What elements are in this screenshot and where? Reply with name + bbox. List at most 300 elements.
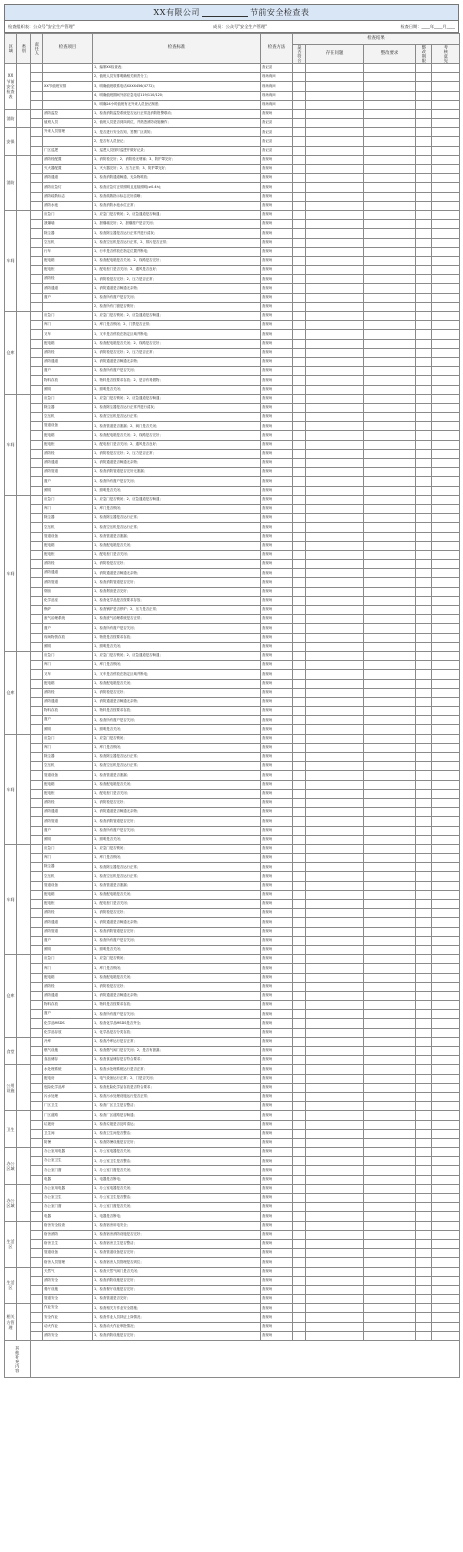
owner-cell[interactable]: [31, 697, 43, 706]
note-cell[interactable]: [432, 624, 460, 633]
note-cell[interactable]: [432, 1276, 460, 1285]
ok-cell[interactable]: [293, 945, 306, 954]
owner-cell[interactable]: [31, 817, 43, 826]
owner-cell[interactable]: [31, 183, 43, 192]
ok-cell[interactable]: [293, 1258, 306, 1267]
rectify-cell[interactable]: [364, 275, 416, 284]
ok-cell[interactable]: [293, 670, 306, 679]
deadline-cell[interactable]: [416, 275, 432, 284]
issue-cell[interactable]: [306, 312, 364, 321]
ok-cell[interactable]: [293, 523, 306, 532]
rectify-cell[interactable]: [364, 982, 416, 991]
owner-cell[interactable]: [31, 661, 43, 670]
issue-cell[interactable]: [306, 679, 364, 688]
rectify-cell[interactable]: [364, 256, 416, 265]
note-cell[interactable]: [432, 1258, 460, 1267]
note-cell[interactable]: [432, 1001, 460, 1010]
note-cell[interactable]: [432, 661, 460, 670]
rectify-cell[interactable]: [364, 1056, 416, 1065]
rectify-cell[interactable]: [364, 128, 416, 137]
note-cell[interactable]: [432, 1056, 460, 1065]
deadline-cell[interactable]: [416, 440, 432, 449]
rectify-cell[interactable]: [364, 1111, 416, 1120]
owner-cell[interactable]: [31, 100, 43, 109]
rectify-cell[interactable]: [364, 1212, 416, 1221]
owner-cell[interactable]: [31, 1083, 43, 1092]
ok-cell[interactable]: [293, 789, 306, 798]
deadline-cell[interactable]: [416, 569, 432, 578]
deadline-cell[interactable]: [416, 927, 432, 936]
deadline-cell[interactable]: [416, 1212, 432, 1221]
issue-cell[interactable]: [306, 1157, 364, 1166]
ok-cell[interactable]: [293, 1249, 306, 1258]
owner-cell[interactable]: [31, 1056, 43, 1065]
owner-cell[interactable]: [31, 266, 43, 275]
deadline-cell[interactable]: [416, 339, 432, 348]
deadline-cell[interactable]: [416, 1047, 432, 1056]
issue-cell[interactable]: [306, 1194, 364, 1203]
deadline-cell[interactable]: [416, 918, 432, 927]
owner-cell[interactable]: [31, 615, 43, 624]
rectify-cell[interactable]: [364, 73, 416, 82]
ok-cell[interactable]: [293, 1175, 306, 1184]
ok-cell[interactable]: [293, 210, 306, 219]
deadline-cell[interactable]: [416, 165, 432, 174]
rectify-cell[interactable]: [364, 367, 416, 376]
rectify-cell[interactable]: [364, 651, 416, 660]
deadline-cell[interactable]: [416, 642, 432, 651]
issue-cell[interactable]: [306, 1083, 364, 1092]
rectify-cell[interactable]: [364, 808, 416, 817]
note-cell[interactable]: [432, 220, 460, 229]
ok-cell[interactable]: [293, 1157, 306, 1166]
issue-cell[interactable]: [306, 275, 364, 284]
note-cell[interactable]: [432, 844, 460, 853]
deadline-cell[interactable]: [416, 771, 432, 780]
owner-cell[interactable]: [31, 743, 43, 752]
note-cell[interactable]: [432, 688, 460, 697]
issue-cell[interactable]: [306, 146, 364, 155]
ok-cell[interactable]: [293, 63, 306, 72]
rectify-cell[interactable]: [364, 1037, 416, 1046]
issue-cell[interactable]: [306, 1267, 364, 1276]
deadline-cell[interactable]: [416, 1175, 432, 1184]
deadline-cell[interactable]: [416, 137, 432, 146]
deadline-cell[interactable]: [416, 1083, 432, 1092]
ok-cell[interactable]: [293, 578, 306, 587]
note-cell[interactable]: [432, 743, 460, 752]
issue-cell[interactable]: [306, 229, 364, 238]
issue-cell[interactable]: [306, 1258, 364, 1267]
rectify-cell[interactable]: [364, 357, 416, 366]
ok-cell[interactable]: [293, 1239, 306, 1248]
issue-cell[interactable]: [306, 394, 364, 403]
note-cell[interactable]: [432, 293, 460, 302]
note-cell[interactable]: [432, 486, 460, 495]
deadline-cell[interactable]: [416, 780, 432, 789]
rectify-cell[interactable]: [364, 63, 416, 72]
note-cell[interactable]: [432, 679, 460, 688]
issue-cell[interactable]: [306, 413, 364, 422]
deadline-cell[interactable]: [416, 91, 432, 100]
owner-cell[interactable]: [31, 339, 43, 348]
issue-cell[interactable]: [306, 826, 364, 835]
ok-cell[interactable]: [293, 165, 306, 174]
note-cell[interactable]: [432, 991, 460, 1000]
deadline-cell[interactable]: [416, 1037, 432, 1046]
owner-cell[interactable]: [31, 1175, 43, 1184]
deadline-cell[interactable]: [416, 1295, 432, 1304]
issue-cell[interactable]: [306, 201, 364, 210]
deadline-cell[interactable]: [416, 909, 432, 918]
owner-cell[interactable]: [31, 91, 43, 100]
note-cell[interactable]: [432, 477, 460, 486]
note-cell[interactable]: [432, 890, 460, 899]
deadline-cell[interactable]: [416, 991, 432, 1000]
rectify-cell[interactable]: [364, 293, 416, 302]
owner-cell[interactable]: [31, 376, 43, 385]
note-cell[interactable]: [432, 1331, 460, 1340]
issue-cell[interactable]: [306, 973, 364, 982]
owner-cell[interactable]: [31, 890, 43, 899]
owner-cell[interactable]: [31, 165, 43, 174]
issue-cell[interactable]: [306, 633, 364, 642]
owner-cell[interactable]: [31, 155, 43, 164]
owner-cell[interactable]: [31, 468, 43, 477]
ok-cell[interactable]: [293, 1304, 306, 1313]
note-cell[interactable]: [432, 1230, 460, 1239]
issue-cell[interactable]: [306, 459, 364, 468]
issue-cell[interactable]: [306, 606, 364, 615]
issue-cell[interactable]: [306, 578, 364, 587]
ok-cell[interactable]: [293, 890, 306, 899]
rectify-cell[interactable]: [364, 881, 416, 890]
owner-cell[interactable]: [31, 1322, 43, 1331]
ok-cell[interactable]: [293, 881, 306, 890]
deadline-cell[interactable]: [416, 403, 432, 412]
deadline-cell[interactable]: [416, 688, 432, 697]
rectify-cell[interactable]: [364, 1083, 416, 1092]
rectify-cell[interactable]: [364, 183, 416, 192]
ok-cell[interactable]: [293, 615, 306, 624]
ok-cell[interactable]: [293, 1092, 306, 1101]
ok-cell[interactable]: [293, 808, 306, 817]
issue-cell[interactable]: [306, 890, 364, 899]
ok-cell[interactable]: [293, 220, 306, 229]
owner-cell[interactable]: [31, 192, 43, 201]
ok-cell[interactable]: [293, 1267, 306, 1276]
note-cell[interactable]: [432, 459, 460, 468]
ok-cell[interactable]: [293, 256, 306, 265]
issue-cell[interactable]: [306, 569, 364, 578]
note-cell[interactable]: [432, 633, 460, 642]
rectify-cell[interactable]: [364, 844, 416, 853]
issue-cell[interactable]: [306, 266, 364, 275]
deadline-cell[interactable]: [416, 936, 432, 945]
ok-cell[interactable]: [293, 1019, 306, 1028]
issue-cell[interactable]: [306, 872, 364, 881]
deadline-cell[interactable]: [416, 357, 432, 366]
ok-cell[interactable]: [293, 762, 306, 771]
ok-cell[interactable]: [293, 394, 306, 403]
owner-cell[interactable]: [31, 596, 43, 605]
deadline-cell[interactable]: [416, 385, 432, 394]
rectify-cell[interactable]: [364, 1065, 416, 1074]
owner-cell[interactable]: [31, 1184, 43, 1193]
ok-cell[interactable]: [293, 321, 306, 330]
deadline-cell[interactable]: [416, 284, 432, 293]
issue-cell[interactable]: [306, 615, 364, 624]
owner-cell[interactable]: [31, 1028, 43, 1037]
ok-cell[interactable]: [293, 725, 306, 734]
rectify-cell[interactable]: [364, 1276, 416, 1285]
rectify-cell[interactable]: [364, 927, 416, 936]
owner-cell[interactable]: [31, 991, 43, 1000]
owner-cell[interactable]: [31, 1267, 43, 1276]
note-cell[interactable]: [432, 266, 460, 275]
deadline-cell[interactable]: [416, 431, 432, 440]
deadline-cell[interactable]: [416, 1322, 432, 1331]
note-cell[interactable]: [432, 569, 460, 578]
note-cell[interactable]: [432, 900, 460, 909]
owner-cell[interactable]: [31, 1019, 43, 1028]
owner-cell[interactable]: [31, 82, 43, 91]
ok-cell[interactable]: [293, 1102, 306, 1111]
rectify-cell[interactable]: [364, 578, 416, 587]
issue-cell[interactable]: [306, 991, 364, 1000]
rectify-cell[interactable]: [364, 109, 416, 118]
deadline-cell[interactable]: [416, 606, 432, 615]
ok-cell[interactable]: [293, 459, 306, 468]
issue-cell[interactable]: [306, 651, 364, 660]
issue-cell[interactable]: [306, 403, 364, 412]
deadline-cell[interactable]: [416, 321, 432, 330]
issue-cell[interactable]: [306, 1001, 364, 1010]
owner-cell[interactable]: [31, 1074, 43, 1083]
deadline-cell[interactable]: [416, 624, 432, 633]
deadline-cell[interactable]: [416, 376, 432, 385]
owner-cell[interactable]: [31, 716, 43, 725]
deadline-cell[interactable]: [416, 1065, 432, 1074]
issue-cell[interactable]: [306, 596, 364, 605]
issue-cell[interactable]: [306, 955, 364, 964]
note-cell[interactable]: [432, 560, 460, 569]
note-cell[interactable]: [432, 615, 460, 624]
owner-cell[interactable]: [31, 394, 43, 403]
owner-cell[interactable]: [31, 1230, 43, 1239]
rectify-cell[interactable]: [364, 624, 416, 633]
rectify-cell[interactable]: [364, 514, 416, 523]
rectify-cell[interactable]: [364, 872, 416, 881]
issue-cell[interactable]: [306, 165, 364, 174]
deadline-cell[interactable]: [416, 817, 432, 826]
note-cell[interactable]: [432, 725, 460, 734]
deadline-cell[interactable]: [416, 201, 432, 210]
note-cell[interactable]: [432, 146, 460, 155]
issue-cell[interactable]: [306, 1166, 364, 1175]
rectify-cell[interactable]: [364, 321, 416, 330]
issue-cell[interactable]: [306, 808, 364, 817]
rectify-cell[interactable]: [364, 1304, 416, 1313]
ok-cell[interactable]: [293, 155, 306, 164]
ok-cell[interactable]: [293, 339, 306, 348]
rectify-cell[interactable]: [364, 1138, 416, 1147]
rectify-cell[interactable]: [364, 119, 416, 128]
issue-cell[interactable]: [306, 541, 364, 550]
deadline-cell[interactable]: [416, 1102, 432, 1111]
note-cell[interactable]: [432, 440, 460, 449]
owner-cell[interactable]: [31, 872, 43, 881]
rectify-cell[interactable]: [364, 394, 416, 403]
rectify-cell[interactable]: [364, 1184, 416, 1193]
owner-cell[interactable]: [31, 128, 43, 137]
issue-cell[interactable]: [306, 504, 364, 513]
ok-cell[interactable]: [293, 1001, 306, 1010]
deadline-cell[interactable]: [416, 468, 432, 477]
deadline-cell[interactable]: [416, 725, 432, 734]
issue-cell[interactable]: [306, 192, 364, 201]
ok-cell[interactable]: [293, 348, 306, 357]
note-cell[interactable]: [432, 348, 460, 357]
rectify-cell[interactable]: [364, 753, 416, 762]
rectify-cell[interactable]: [364, 642, 416, 651]
deadline-cell[interactable]: [416, 670, 432, 679]
owner-cell[interactable]: [31, 725, 43, 734]
owner-cell[interactable]: [31, 514, 43, 523]
ok-cell[interactable]: [293, 1065, 306, 1074]
issue-cell[interactable]: [306, 293, 364, 302]
ok-cell[interactable]: [293, 275, 306, 284]
issue-cell[interactable]: [306, 514, 364, 523]
owner-cell[interactable]: [31, 1092, 43, 1101]
issue-cell[interactable]: [306, 1129, 364, 1138]
issue-cell[interactable]: [306, 1221, 364, 1230]
issue-cell[interactable]: [306, 1047, 364, 1056]
issue-cell[interactable]: [306, 927, 364, 936]
ok-cell[interactable]: [293, 229, 306, 238]
deadline-cell[interactable]: [416, 1129, 432, 1138]
ok-cell[interactable]: [293, 1120, 306, 1129]
owner-cell[interactable]: [31, 247, 43, 256]
note-cell[interactable]: [432, 550, 460, 559]
owner-cell[interactable]: [31, 587, 43, 596]
rectify-cell[interactable]: [364, 771, 416, 780]
rectify-cell[interactable]: [364, 1239, 416, 1248]
note-cell[interactable]: [432, 247, 460, 256]
note-cell[interactable]: [432, 100, 460, 109]
issue-cell[interactable]: [306, 119, 364, 128]
rectify-cell[interactable]: [364, 155, 416, 164]
deadline-cell[interactable]: [416, 1304, 432, 1313]
ok-cell[interactable]: [293, 569, 306, 578]
issue-cell[interactable]: [306, 945, 364, 954]
deadline-cell[interactable]: [416, 753, 432, 762]
note-cell[interactable]: [432, 431, 460, 440]
issue-cell[interactable]: [306, 918, 364, 927]
owner-cell[interactable]: [31, 220, 43, 229]
issue-cell[interactable]: [306, 1304, 364, 1313]
issue-cell[interactable]: [306, 560, 364, 569]
note-cell[interactable]: [432, 109, 460, 118]
ok-cell[interactable]: [293, 753, 306, 762]
issue-cell[interactable]: [306, 1331, 364, 1340]
note-cell[interactable]: [432, 302, 460, 311]
deadline-cell[interactable]: [416, 872, 432, 881]
ok-cell[interactable]: [293, 1074, 306, 1083]
ok-cell[interactable]: [293, 798, 306, 807]
owner-cell[interactable]: [31, 523, 43, 532]
issue-cell[interactable]: [306, 753, 364, 762]
ok-cell[interactable]: [293, 854, 306, 863]
ok-cell[interactable]: [293, 1047, 306, 1056]
rectify-cell[interactable]: [364, 661, 416, 670]
rectify-cell[interactable]: [364, 854, 416, 863]
owner-cell[interactable]: [31, 863, 43, 872]
rectify-cell[interactable]: [364, 890, 416, 899]
owner-cell[interactable]: [31, 210, 43, 219]
ok-cell[interactable]: [293, 504, 306, 513]
issue-cell[interactable]: [306, 109, 364, 118]
rectify-cell[interactable]: [364, 459, 416, 468]
rectify-cell[interactable]: [364, 495, 416, 504]
owner-cell[interactable]: [31, 321, 43, 330]
deadline-cell[interactable]: [416, 174, 432, 183]
deadline-cell[interactable]: [416, 229, 432, 238]
deadline-cell[interactable]: [416, 1267, 432, 1276]
ok-cell[interactable]: [293, 587, 306, 596]
issue-cell[interactable]: [306, 854, 364, 863]
ok-cell[interactable]: [293, 109, 306, 118]
deadline-cell[interactable]: [416, 1184, 432, 1193]
deadline-cell[interactable]: [416, 982, 432, 991]
ok-cell[interactable]: [293, 982, 306, 991]
note-cell[interactable]: [432, 523, 460, 532]
deadline-cell[interactable]: [416, 220, 432, 229]
owner-cell[interactable]: [31, 73, 43, 82]
ok-cell[interactable]: [293, 991, 306, 1000]
rectify-cell[interactable]: [364, 1092, 416, 1101]
note-cell[interactable]: [432, 1047, 460, 1056]
ok-cell[interactable]: [293, 550, 306, 559]
note-cell[interactable]: [432, 1138, 460, 1147]
ok-cell[interactable]: [293, 1221, 306, 1230]
ok-cell[interactable]: [293, 596, 306, 605]
ok-cell[interactable]: [293, 900, 306, 909]
rectify-cell[interactable]: [364, 431, 416, 440]
issue-cell[interactable]: [306, 716, 364, 725]
issue-cell[interactable]: [306, 532, 364, 541]
deadline-cell[interactable]: [416, 734, 432, 743]
deadline-cell[interactable]: [416, 550, 432, 559]
ok-cell[interactable]: [293, 624, 306, 633]
ok-cell[interactable]: [293, 468, 306, 477]
note-cell[interactable]: [432, 155, 460, 164]
issue-cell[interactable]: [306, 688, 364, 697]
owner-cell[interactable]: [31, 1166, 43, 1175]
note-cell[interactable]: [432, 385, 460, 394]
deadline-cell[interactable]: [416, 459, 432, 468]
owner-cell[interactable]: [31, 642, 43, 651]
ok-cell[interactable]: [293, 1184, 306, 1193]
owner-cell[interactable]: [31, 532, 43, 541]
deadline-cell[interactable]: [416, 1285, 432, 1294]
issue-cell[interactable]: [306, 936, 364, 945]
ok-cell[interactable]: [293, 872, 306, 881]
note-cell[interactable]: [432, 192, 460, 201]
deadline-cell[interactable]: [416, 661, 432, 670]
owner-cell[interactable]: [31, 275, 43, 284]
note-cell[interactable]: [432, 798, 460, 807]
